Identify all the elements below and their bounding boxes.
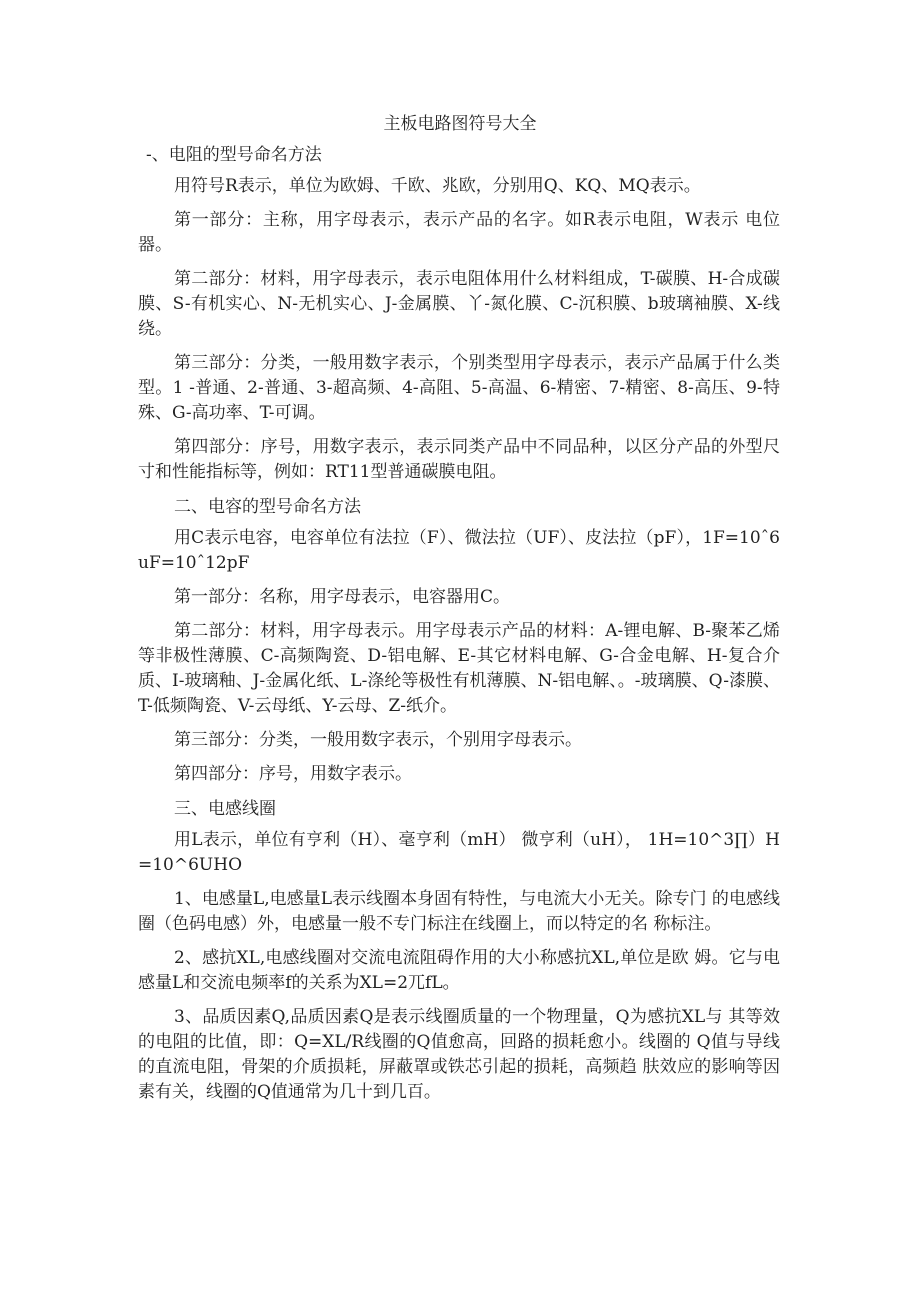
paragraph: 第四部分：序号，用数字表示，表示同类产品中不同品种，以区分产品的外型尺寸和性能指标等，例如：RT11型普通碳膜电阻。: [138, 437, 780, 482]
paragraph: 第二部分：材料，用字母表示。用字母表示产品的材料：A-锂电解、B-聚苯乙烯等非极性薄膜、C-高频陶瓷、D-铝电解、E-其它材料电解、G-合金电解、H-复合介质、I-玻璃釉、J-金属化纸、L-涤纶等极性有机薄膜、N-铝电解、。-玻璃膜、Q-漆膜、T-低频陶瓷、V-云母纸、Y-云母、Z-纸介。: [138, 621, 780, 716]
section-heading: 二、电容的型号命名方法: [174, 497, 361, 517]
section-heading: -、电阻的型号命名方法: [146, 145, 322, 165]
paragraph: 用L表示，单位有亨利（H）、毫亨利（mH） 微亨利（uH）， 1H=10^3∏）H=10^6UHO: [138, 830, 780, 875]
paragraph: 第三部分：分类，一般用数字表示，个别用字母表示。: [174, 730, 582, 750]
section-inductor: [138, 796, 780, 1105]
paragraph: 第一部分：主称，用字母表示，表示产品的名字。如R表示电阻，W表示 电位器。: [138, 210, 780, 255]
section-capacitor: [138, 494, 780, 787]
page-title: 主板电路图符号大全: [383, 114, 537, 134]
paragraph: 2、感抗XL,电感线圈对交流电流阻碍作用的大小称感抗XL,单位是欧 姆。它与电感量L和交流电频率f的关系为XL=2兀fL。: [138, 948, 780, 993]
section-heading: 三、电感线圈: [174, 799, 276, 819]
paragraph: 3、品质因素Q,品质因素Q是表示线圈质量的一个物理量，Q为感抗XL与 其等效的电阻的比值，即：Q=XL/R线圈的Q值愈高，回路的损耗愈小。线圈的 Q值与导线的直流电阻，骨架的介质损耗，屏蔽罩或铁芯引起的损耗，高频趋 肤效应的影响等因素有关，线圈的Q值通常为几十到几百。: [138, 1007, 780, 1102]
paragraph: 用C表示电容，电容单位有法拉（F）、微法拉（UF）、皮法拉（pF），1F=10ˆ6uF=10ˆ12pF: [138, 528, 780, 573]
paragraph: 第一部分：名称，用字母表示，电容器用C。: [174, 587, 511, 607]
paragraph: 第三部分：分类，一般用数字表示，个别类型用字母表示，表示产品属于什么类型。1 -普通、2-普通、3-超高频、4-高阻、5-高温、6-精密、7-精密、8-高压、9-特殊、G-高功率、T-可调。: [138, 353, 780, 423]
section-resistor: [138, 142, 780, 485]
paragraph: 第二部分：材料，用字母表示，表示电阻体用什么材料组成，T-碳膜、H-合成碳膜、S-有机实心、N-无机实心、J-金属膜、丫-氮化膜、C-沉积膜、b玻璃袖膜、X-线绕。: [138, 269, 780, 339]
paragraph: 第四部分：序号，用数字表示。: [174, 764, 412, 784]
paragraph: 用符号R表示，单位为欧姆、千欧、兆欧，分别用Q、KQ、MQ表示。: [174, 176, 701, 196]
document-body: [138, 142, 780, 1114]
paragraph: 1、电感量L,电感量L表示线圈本身固有特性，与电流大小无关。除专门 的电感线圈（色码电感）外，电感量一般不专门标注在线圈上，而以特定的名 称标注。: [138, 889, 780, 934]
